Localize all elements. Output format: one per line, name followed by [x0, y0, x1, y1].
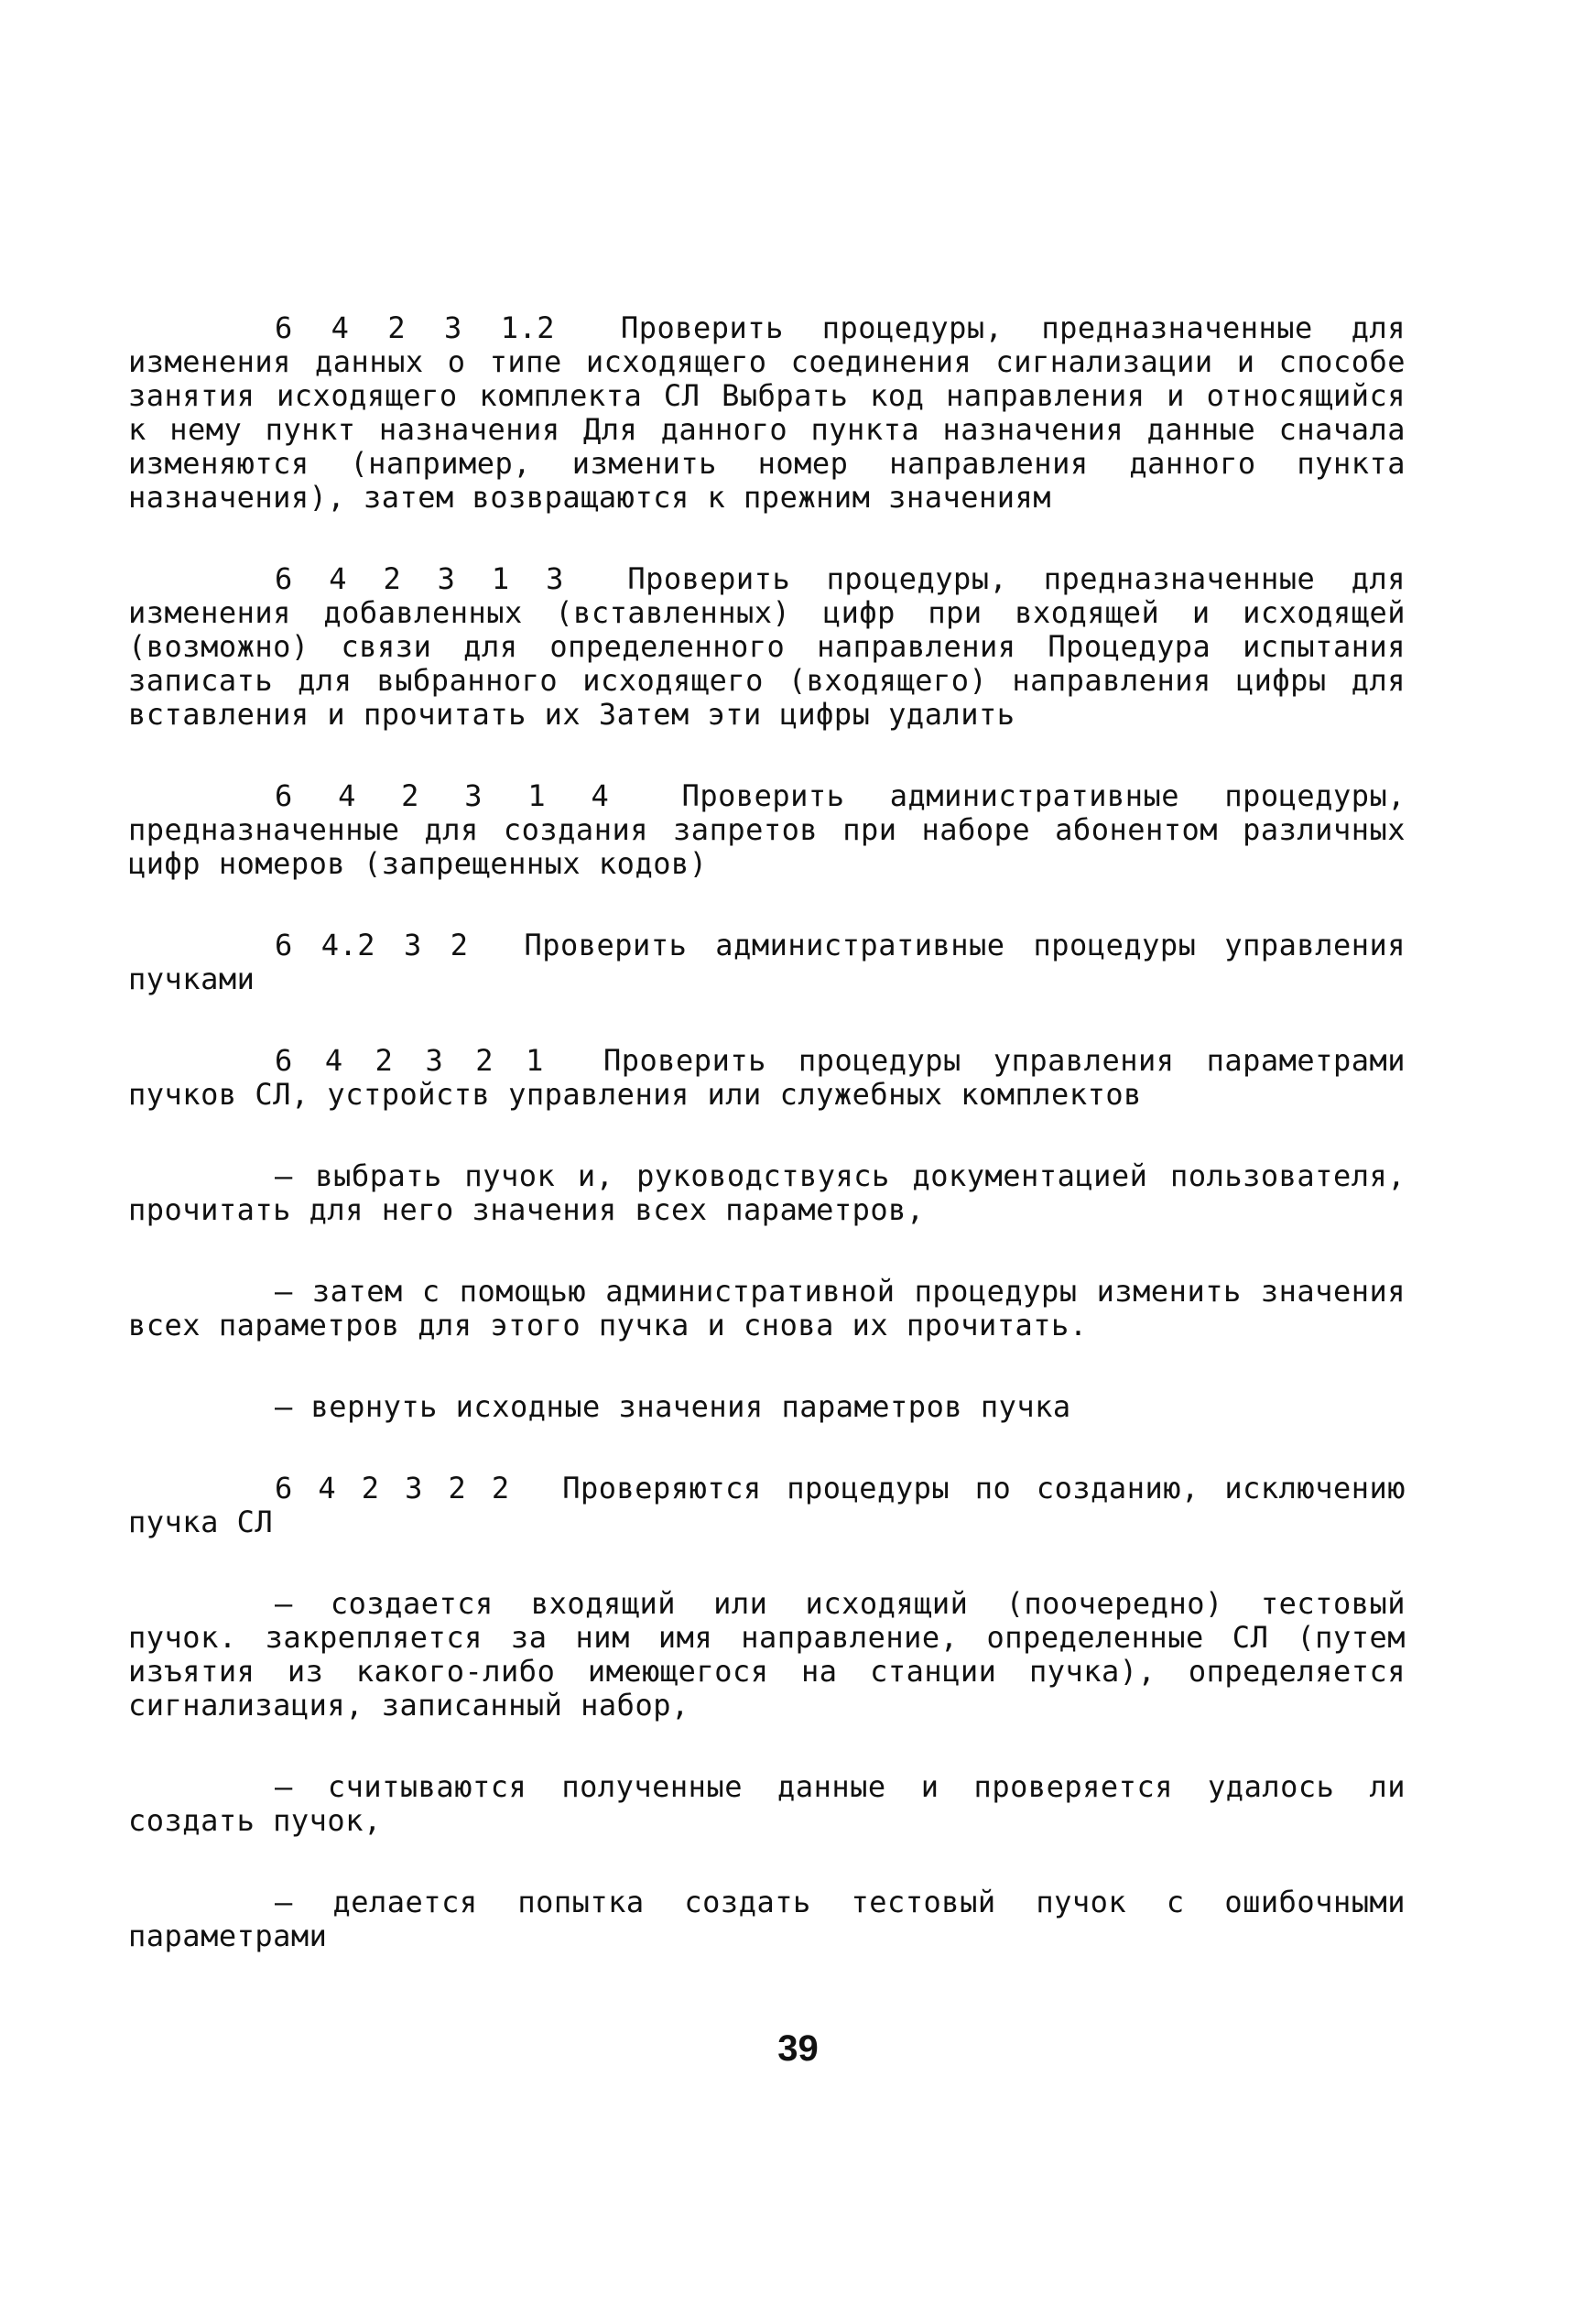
- paragraph-6-4-2-3-1-4: [128, 779, 1406, 881]
- paragraph-6-4-2-3-2-1: [128, 1044, 1406, 1112]
- paragraph-text: Проверить административные процедуры управления пучками: [128, 928, 1406, 996]
- section-number: 6 4 2 3 2 1: [275, 1043, 544, 1078]
- paragraph-text: Проверить процедуры, предназначенные для изменения данных о типе исходящего соединения сигнализации и способе занятия исходящего комплекта СЛ Выбрать код направления и относящийся к нему пункт назначения Для данного пункта назначения данные сначала изменяются (например, изменить номер направления данного пункта назначения), затем возвращаются к прежним значениям: [128, 310, 1406, 515]
- list-item-create-test-bundle: [128, 1587, 1406, 1723]
- paragraph-text: Проверяются процедуры по созданию, исключению пучка СЛ: [128, 1471, 1406, 1539]
- list-item-text: – выбрать пучок и, руководствуясь документацией пользователя, прочитать для него значения всех параметров,: [128, 1158, 1406, 1227]
- section-number: 6 4.2 3 2: [275, 928, 469, 962]
- paragraph-6-4-2-3-1-2: [128, 311, 1406, 515]
- list-item-text: – считываются полученные данные и проверяется удалось ли создать пучок,: [128, 1769, 1406, 1838]
- list-item-text: – создается входящий или исходящий (поочередно) тестовый пучок. закрепляется за ним имя направление, определенные СЛ (путем изъятия из какого-либо имеющегося на станции пучка), определяется сигнализация, записанный набор,: [128, 1586, 1406, 1723]
- list-item-change-parameters: [128, 1275, 1406, 1342]
- section-number: 6 4 2 3 1 4: [275, 778, 610, 813]
- paragraph-6-4-2-3-2: [128, 929, 1406, 996]
- list-item-read-data: [128, 1770, 1406, 1838]
- section-number: 6 4 2 3 1 3: [275, 561, 564, 596]
- paragraph-text: Проверить процедуры, предназначенные для изменения добавленных (вставленных) цифр при входящей и исходящей (возможно) связи для определенного направления Процедура испытания записать для выбранного исходящего (входящего) направления цифры для вставления и прочитать их Затем эти цифры удалить: [128, 561, 1406, 732]
- list-item-text: – делается попытка создать тестовый пучок с ошибочными параметрами: [128, 1885, 1406, 1953]
- paragraph-text: Проверить процедуры управления параметрами пучков СЛ, устройств управления или служебных комплектов: [128, 1043, 1406, 1112]
- section-number: 6 4 2 3 2 2: [275, 1471, 510, 1505]
- document-body: [128, 311, 1406, 2001]
- list-item-text: – затем с помощью административной процедуры изменить значения всех параметров для этого пучка и снова их прочитать.: [128, 1274, 1406, 1342]
- paragraph-6-4-2-3-1-3: [128, 562, 1406, 732]
- list-item-text: – вернуть исходные значения параметров пучка: [275, 1389, 1071, 1424]
- paragraph-6-4-2-3-2-2: [128, 1472, 1406, 1539]
- list-item-restore-values: [128, 1390, 1406, 1424]
- section-number: 6 4 2 3 1.2: [275, 310, 556, 345]
- page-number: 39: [777, 2028, 819, 2069]
- list-item-select-bundle: [128, 1159, 1406, 1227]
- paragraph-text: Проверить административные процедуры, предназначенные для создания запретов при наборе абонентом различных цифр номеров (запрещенных кодов): [128, 778, 1406, 881]
- list-item-error-attempt: [128, 1886, 1406, 1953]
